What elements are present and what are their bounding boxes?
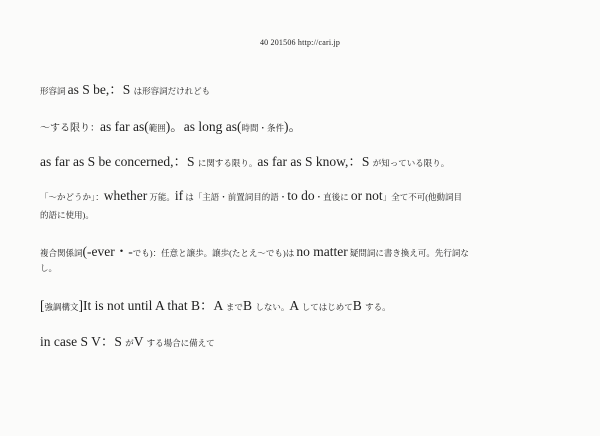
text-en: if xyxy=(174,188,184,203)
text-jp: してはじめて xyxy=(301,302,353,312)
note-line-emphasis xyxy=(40,294,391,315)
text-en: ：A xyxy=(200,298,226,313)
text-en: to do xyxy=(287,188,315,203)
text-jp: 時間・条件 xyxy=(241,123,285,133)
text-en: )。 xyxy=(165,119,184,134)
text-jp: でも)：任意と譲歩。譲歩(たとえ〜でも)は xyxy=(132,248,297,258)
text-jp: 的語に使用)。 xyxy=(40,210,94,220)
note-line-whether-cont xyxy=(40,205,94,223)
text-jp: 他動詞目 xyxy=(428,192,463,202)
text-jp: し。 xyxy=(40,263,58,273)
text-en: ：S xyxy=(100,334,126,349)
text-jp: 「〜かどうか」： xyxy=(40,192,104,202)
text-jp: 」全て不可( xyxy=(382,192,429,202)
text-jp: しない。 xyxy=(255,302,290,312)
text-en: as S be, xyxy=(67,82,110,97)
text-en: ：S xyxy=(173,154,198,169)
text-en: whether xyxy=(103,188,148,203)
note-line-concerned xyxy=(40,150,449,171)
page-header: 40 201506 http://cari.jp xyxy=(259,38,341,47)
text-en: (-ever・- xyxy=(82,244,133,259)
note-line-limit xyxy=(40,115,302,136)
text-en: )。 xyxy=(284,119,303,134)
text-jp: に関する限り。 xyxy=(197,158,258,168)
text-jp: が xyxy=(125,338,134,348)
text-en: as far as S be concerned, xyxy=(40,154,174,169)
text-jp: 〜する限り： xyxy=(40,123,100,134)
text-en: or not xyxy=(350,188,383,203)
text-en: V xyxy=(133,334,147,349)
text-en: It is not until A that B xyxy=(83,298,201,313)
note-line-adj-concession xyxy=(40,78,210,99)
text-en: ] xyxy=(78,298,84,313)
text-en: B xyxy=(352,298,366,313)
text-en: [ xyxy=(40,298,45,313)
text-en: as far as S know, xyxy=(257,154,349,169)
text-jp: 強調構文 xyxy=(44,302,79,312)
text-en: ：S xyxy=(109,82,134,97)
text-jp: する。 xyxy=(365,302,391,312)
text-en: in case S V xyxy=(40,334,101,349)
text-jp: が知っている限り。 xyxy=(372,158,450,168)
note-line-compound-relative xyxy=(40,240,469,261)
note-line-whether xyxy=(40,187,462,205)
text-jp: 複合関係詞 xyxy=(40,248,83,258)
text-en: no matter xyxy=(296,244,348,259)
text-jp: 形容詞 xyxy=(40,86,68,96)
text-jp: ・直後に xyxy=(314,192,351,202)
text-en: ：S xyxy=(348,154,373,169)
text-jp: する場合に備えて xyxy=(146,338,215,348)
text-en: as far as( xyxy=(100,119,149,134)
text-jp: は「主語・前置詞目的語・ xyxy=(183,192,288,202)
note-line-compound-relative-cont xyxy=(40,258,57,276)
text-jp: 万能。 xyxy=(147,192,175,202)
text-en: as long as( xyxy=(183,119,242,134)
text-jp: 疑問詞に書き換え可。先行詞な xyxy=(347,248,469,258)
text-en: A xyxy=(289,298,302,313)
text-jp: まで xyxy=(225,302,243,312)
text-jp: は形容詞だけれども xyxy=(133,86,211,96)
text-jp: 範囲 xyxy=(148,123,166,133)
note-line-in-case xyxy=(40,330,215,351)
text-en: B xyxy=(242,298,256,313)
